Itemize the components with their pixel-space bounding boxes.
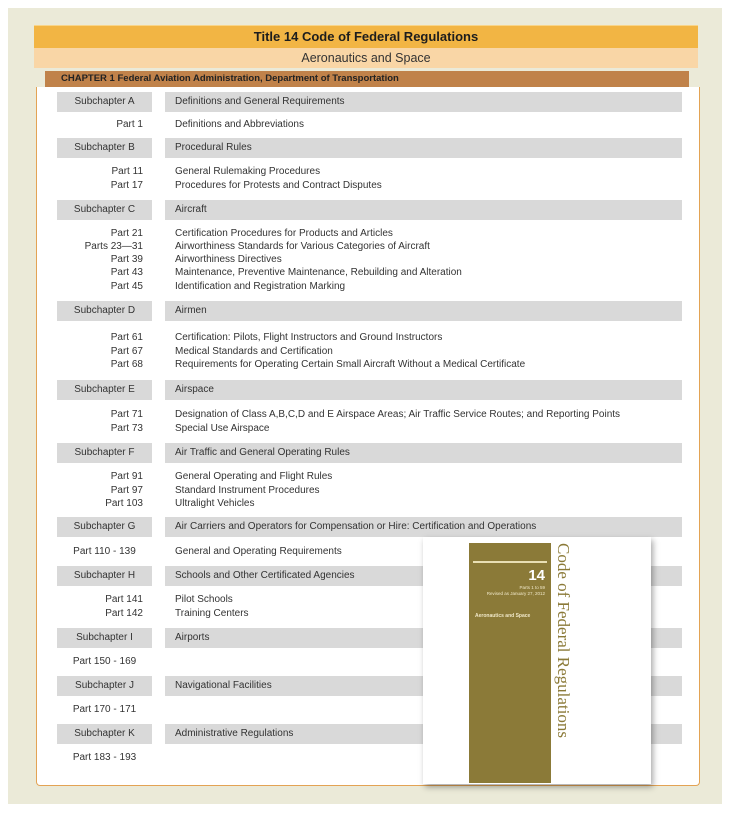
subchapter-label: Subchapter K [57, 724, 152, 744]
part-number: Part 73 [110, 423, 143, 434]
page-subtitle: Aeronautics and Space [34, 48, 698, 68]
chapter-heading: CHAPTER 1 Federal Aviation Administration, Department of Transportation [45, 71, 689, 87]
subchapter-label: Subchapter D [57, 301, 152, 321]
part-number: Part 45 [110, 281, 143, 292]
subchapter-title: Aircraft [165, 200, 682, 220]
part-number: Part 61 [110, 332, 143, 343]
part-description: Certification Procedures for Products and Articles [175, 228, 393, 239]
subchapter-label: Subchapter I [57, 628, 152, 648]
part-number: Part 170 - 171 [72, 704, 137, 715]
part-description: Standard Instrument Procedures [175, 485, 320, 496]
subchapter-label: Subchapter H [57, 566, 152, 586]
part-number: Part 68 [110, 359, 143, 370]
part-description: Procedures for Protests and Contract Disputes [175, 180, 382, 191]
subchapter-title: Definitions and General Requirements [165, 92, 682, 112]
book-spine-subtitle: Aeronautics and Space [475, 613, 531, 619]
part-description: Medical Standards and Certification [175, 346, 333, 357]
part-number: Parts 23—31 [84, 241, 143, 252]
subchapter-title: Procedural Rules [165, 138, 682, 158]
part-number: Part 21 [110, 228, 143, 239]
subchapter-title: Air Traffic and General Operating Rules [165, 443, 682, 463]
part-description: Definitions and Abbreviations [175, 119, 304, 130]
part-number: Part 97 [110, 485, 143, 496]
part-description: Certification: Pilots, Flight Instructors and Ground Instructors [175, 332, 443, 343]
subchapter-title: Airmen [165, 301, 682, 321]
part-description: General Rulemaking Procedures [175, 166, 321, 177]
subchapter-title: Navigational Facilities [165, 676, 682, 696]
part-description: Requirements for Operating Certain Small Aircraft Without a Medical Certificate [175, 359, 526, 370]
part-description: Training Centers [175, 608, 249, 619]
part-description: Airworthiness Directives [175, 254, 282, 265]
part-number: Part 110 - 139 [73, 546, 136, 557]
subchapter-title: Schools and Other Certificated Agencies [165, 566, 682, 586]
part-number: Part 67 [110, 346, 143, 357]
part-description: Pilot Schools [175, 594, 233, 605]
book-number: 14 [528, 567, 545, 584]
part-number: Part 71 [110, 409, 143, 420]
book-parts-line: Parts 1 to 59 [519, 585, 545, 590]
part-description: General and Operating Requirements [175, 546, 342, 557]
part-number: Part 39 [110, 254, 143, 265]
book-cover-title: Code of Federal Regulations [554, 543, 573, 738]
subchapter-label: Subchapter C [57, 200, 152, 220]
subchapter-label: Subchapter A [57, 92, 152, 112]
cfr-book-image [423, 537, 651, 784]
subchapter-title: Air Carriers and Operators for Compensation or Hire: Certification and Operations [165, 517, 682, 537]
part-number: Part 141 [105, 594, 143, 605]
subchapter-label: Subchapter F [57, 443, 152, 463]
subchapter-label: Subchapter B [57, 138, 152, 158]
part-description: Designation of Class A,B,C,D and E Airspace Areas; Air Traffic Service Routes; and Reporting Points [175, 409, 621, 420]
part-number: Part 1 [116, 119, 143, 130]
part-description: Maintenance, Preventive Maintenance, Rebuilding and Alteration [175, 267, 462, 278]
subchapter-label: Subchapter G [57, 517, 152, 537]
part-description: Airworthiness Standards for Various Categories of Aircraft [175, 241, 430, 252]
part-description: General Operating and Flight Rules [175, 471, 333, 482]
subchapter-title: Administrative Regulations [165, 724, 682, 744]
page-title: Title 14 Code of Federal Regulations [34, 25, 698, 48]
subchapter-label: Subchapter J [57, 676, 152, 696]
part-number: Part 91 [110, 471, 143, 482]
subchapter-label: Subchapter E [57, 380, 152, 400]
book-revised-line: Revised as January 27, 2012 [486, 591, 545, 596]
part-number: Part 103 [105, 498, 143, 509]
part-number: Part 142 [105, 608, 143, 619]
subchapter-title: Airspace [165, 380, 682, 400]
part-number: Part 17 [110, 180, 143, 191]
part-number: Part 183 - 193 [72, 752, 137, 763]
part-description: Identification and Registration Marking [175, 281, 346, 292]
part-description: Special Use Airspace [175, 423, 270, 434]
subchapter-title: Airports [165, 628, 682, 648]
part-number: Part 43 [110, 267, 143, 278]
part-description: Ultralight Vehicles [175, 498, 255, 509]
part-number: Part 11 [111, 166, 143, 177]
part-number: Part 150 - 169 [72, 656, 137, 667]
